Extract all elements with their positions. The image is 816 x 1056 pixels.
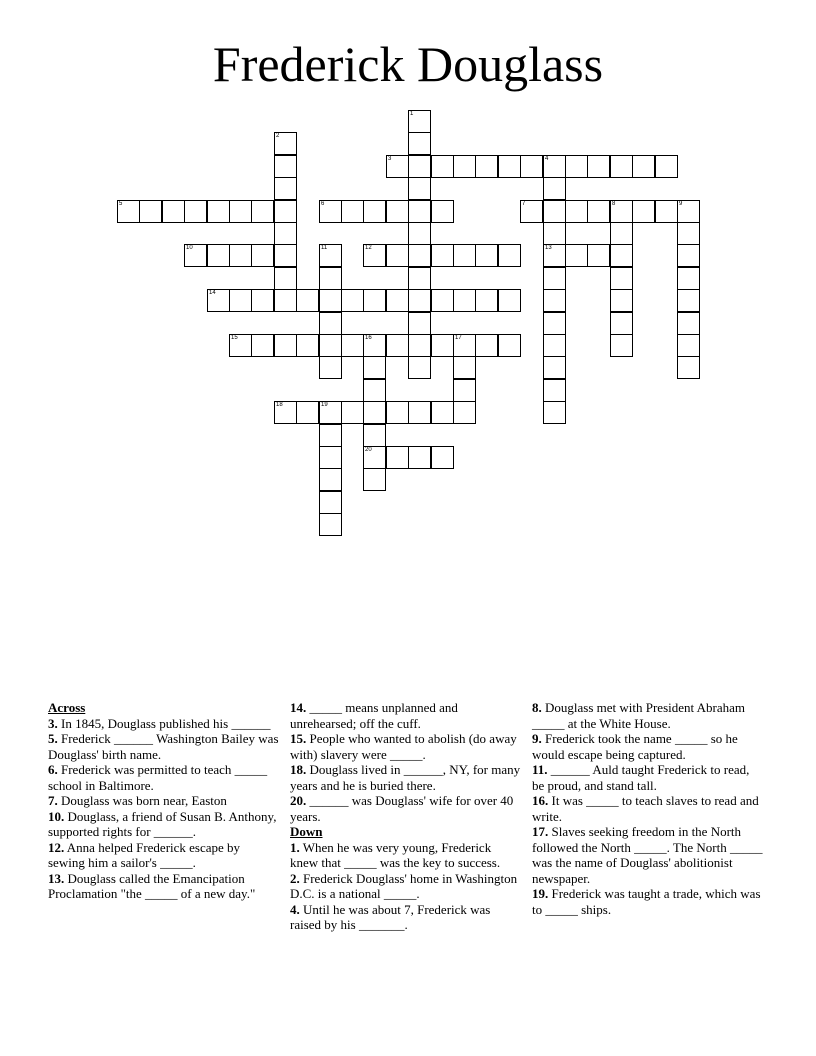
grid-cell[interactable]: [117, 200, 140, 223]
grid-cell[interactable]: [319, 446, 342, 469]
grid-cell[interactable]: [543, 155, 566, 178]
grid-cell[interactable]: [139, 200, 162, 223]
grid-cell[interactable]: [431, 289, 454, 312]
across-heading: Across: [48, 700, 86, 715]
clue-text: In 1845, Douglass published his ______: [57, 715, 271, 731]
clue-text: Frederick Douglass' home in Washington D.C. is a national _____.: [290, 870, 518, 901]
clue-number-label: 6: [321, 201, 325, 207]
grid-cell[interactable]: [565, 200, 588, 223]
grid-cell[interactable]: [274, 132, 297, 155]
clue-number-label: 16: [365, 335, 372, 341]
grid-cell[interactable]: [677, 200, 700, 223]
clue-number-label: 11: [321, 245, 328, 251]
grid-cell[interactable]: [251, 200, 274, 223]
grid-cell[interactable]: [498, 155, 521, 178]
down-clue: [532, 731, 764, 762]
grid-cell[interactable]: [363, 334, 386, 357]
grid-cell[interactable]: [184, 200, 207, 223]
grid-cell[interactable]: [274, 289, 297, 312]
grid-cell[interactable]: [408, 200, 431, 223]
grid-cell[interactable]: [677, 289, 700, 312]
clue-number-label: 13: [545, 245, 552, 251]
grid-cell[interactable]: [453, 379, 476, 402]
clue-number-label: 8: [612, 201, 616, 207]
clue-number-label: 2: [276, 133, 280, 139]
grid-cell[interactable]: [543, 267, 566, 290]
grid-cell[interactable]: [587, 200, 610, 223]
clue-number-label: 12: [365, 245, 372, 251]
grid-cell[interactable]: [632, 155, 655, 178]
across-clue-list-continued: [290, 700, 522, 824]
clue-number: 2.: [290, 870, 300, 886]
grid-cell[interactable]: [408, 244, 431, 267]
grid-cell[interactable]: [319, 334, 342, 357]
clue-text: People who wanted to abolish (do away with) slavery were _____.: [290, 731, 517, 762]
clue-text: Douglass, a friend of Susan B. Anthony, supported rights for ______.: [48, 808, 277, 839]
grid-cell[interactable]: [543, 222, 566, 245]
clue-number-label: 4: [545, 156, 549, 162]
grid-cell[interactable]: [610, 267, 633, 290]
clue-number: 12.: [48, 839, 65, 855]
down-clue: [290, 871, 522, 902]
grid-cell[interactable]: [610, 155, 633, 178]
grid-cell[interactable]: [408, 222, 431, 245]
grid-cell[interactable]: [319, 200, 342, 223]
grid-cell[interactable]: [408, 267, 431, 290]
grid-cell[interactable]: [229, 244, 252, 267]
grid-cell[interactable]: [386, 446, 409, 469]
grid-cell[interactable]: [274, 155, 297, 178]
grid-cell[interactable]: [319, 513, 342, 536]
grid-cell[interactable]: [543, 177, 566, 200]
clue-number: 7.: [48, 793, 58, 808]
down-clue-list: [290, 840, 522, 933]
clue-number: 11.: [532, 762, 548, 777]
clue-text: Frederick took the name _____ so he would escape being captured.: [532, 731, 738, 762]
across-clue: [290, 731, 522, 762]
grid-cell[interactable]: [498, 244, 521, 267]
grid-cell[interactable]: [543, 401, 566, 424]
grid-cell[interactable]: [453, 401, 476, 424]
clue-number: 8.: [532, 700, 542, 715]
grid-cell[interactable]: [363, 401, 386, 424]
grid-cell[interactable]: [229, 289, 252, 312]
grid-cell[interactable]: [677, 267, 700, 290]
grid-cell[interactable]: [431, 334, 454, 357]
grid-cell[interactable]: [408, 356, 431, 379]
grid-cell[interactable]: [229, 200, 252, 223]
clue-number: 4.: [290, 901, 300, 917]
grid-cell[interactable]: [341, 200, 364, 223]
clues-column-2: [290, 700, 522, 933]
grid-cell[interactable]: [431, 200, 454, 223]
grid-cell[interactable]: [408, 155, 431, 178]
grid-cell[interactable]: [296, 401, 319, 424]
grid-cell[interactable]: [341, 289, 364, 312]
grid-cell[interactable]: [408, 289, 431, 312]
grid-cell[interactable]: [319, 401, 342, 424]
grid-cell[interactable]: [543, 356, 566, 379]
grid-cell[interactable]: [363, 289, 386, 312]
grid-cell[interactable]: [475, 289, 498, 312]
grid-cell[interactable]: [475, 334, 498, 357]
grid-cell[interactable]: [453, 356, 476, 379]
grid-cell[interactable]: [408, 334, 431, 357]
grid-cell[interactable]: [251, 334, 274, 357]
clue-text: _____ means unplanned and unrehearsed; off the cuff.: [290, 700, 458, 731]
grid-cell[interactable]: [319, 491, 342, 514]
grid-cell[interactable]: [319, 289, 342, 312]
across-clue: [290, 793, 522, 824]
grid-cell[interactable]: [475, 155, 498, 178]
clue-number: 10.: [48, 808, 65, 824]
clue-number-label: 7: [522, 201, 526, 207]
grid-cell[interactable]: [677, 334, 700, 357]
clue-text: Douglass lived in ______, NY, for many years and he is buried there.: [290, 762, 521, 793]
clue-number-label: 10: [186, 245, 193, 251]
grid-cell[interactable]: [498, 289, 521, 312]
grid-cell[interactable]: [543, 289, 566, 312]
clue-number: 17.: [532, 824, 549, 839]
clue-number-label: 5: [119, 201, 123, 207]
grid-cell[interactable]: [408, 401, 431, 424]
grid-cell[interactable]: [677, 312, 700, 335]
grid-cell[interactable]: [453, 334, 476, 357]
grid-cell[interactable]: [543, 312, 566, 335]
across-clue: [290, 700, 522, 731]
clue-text: It was _____ to teach slaves to read and write.: [532, 793, 759, 824]
clue-text: Slaves seeking freedom in the North followed the North _____. The North _____ was the name of Douglass' abolitionist newspaper.: [532, 824, 763, 886]
grid-cell[interactable]: [363, 244, 386, 267]
grid-cell[interactable]: [520, 200, 543, 223]
grid-cell[interactable]: [363, 446, 386, 469]
clue-number: 19.: [532, 886, 549, 901]
grid-cell[interactable]: [319, 356, 342, 379]
clue-number-label: 19: [321, 402, 328, 408]
grid-cell[interactable]: [677, 222, 700, 245]
grid-cell[interactable]: [475, 244, 498, 267]
grid-cell[interactable]: [386, 334, 409, 357]
grid-cell[interactable]: [453, 289, 476, 312]
clue-number: 16.: [532, 793, 549, 808]
down-clue: [290, 840, 522, 871]
clue-number: 1.: [290, 839, 300, 855]
grid-cell[interactable]: [319, 312, 342, 335]
down-clue-list-continued: [532, 700, 764, 917]
grid-cell[interactable]: [610, 289, 633, 312]
grid-cell[interactable]: [565, 244, 588, 267]
clue-number-label: 18: [276, 402, 283, 408]
down-clue: [532, 700, 764, 731]
down-heading: Down: [290, 824, 323, 839]
page-title: Frederick Douglass: [212, 36, 604, 92]
grid-cell[interactable]: [565, 155, 588, 178]
grid-cell[interactable]: [655, 200, 678, 223]
grid-cell[interactable]: [274, 200, 297, 223]
grid-cell[interactable]: [207, 200, 230, 223]
clue-number: 15.: [290, 731, 307, 746]
grid-cell[interactable]: [408, 132, 431, 155]
clue-text: ______ was Douglass' wife for over 40 years.: [290, 793, 514, 824]
grid-cell[interactable]: [632, 200, 655, 223]
grid-cell[interactable]: [408, 110, 431, 133]
grid-cell[interactable]: [610, 222, 633, 245]
across-clue: [48, 871, 280, 902]
grid-cell[interactable]: [251, 289, 274, 312]
across-clue: [48, 716, 280, 732]
grid-cell[interactable]: [251, 244, 274, 267]
grid-cell[interactable]: [453, 244, 476, 267]
across-clue: [48, 809, 280, 840]
grid-cell[interactable]: [319, 468, 342, 491]
clue-number: 18.: [290, 762, 307, 777]
clue-text: Frederick ______ Washington Bailey was Douglass' birth name.: [48, 731, 279, 762]
clue-number: 9.: [532, 731, 542, 746]
grid-cell[interactable]: [274, 401, 297, 424]
grid-cell[interactable]: [207, 289, 230, 312]
clue-text: Douglass was born near, Easton: [57, 793, 227, 808]
clue-number-label: 17: [455, 335, 462, 341]
down-clue: [290, 902, 522, 933]
grid-cell[interactable]: [274, 334, 297, 357]
clue-number-label: 14: [209, 290, 216, 296]
clue-number: 5.: [48, 731, 58, 746]
grid-cell[interactable]: [498, 334, 521, 357]
grid-cell[interactable]: [543, 334, 566, 357]
grid-cell[interactable]: [408, 312, 431, 335]
grid-cell[interactable]: [610, 200, 633, 223]
clues-column-1: [48, 700, 280, 902]
grid-cell[interactable]: [655, 155, 678, 178]
grid-cell[interactable]: [610, 334, 633, 357]
grid-cell[interactable]: [296, 289, 319, 312]
grid-cell[interactable]: [363, 424, 386, 447]
across-clue: [48, 731, 280, 762]
grid-cell[interactable]: [363, 356, 386, 379]
grid-cell[interactable]: [587, 155, 610, 178]
down-clue: [532, 886, 764, 917]
grid-cell[interactable]: [319, 424, 342, 447]
across-clue-list: [48, 716, 280, 902]
grid-cell[interactable]: [274, 244, 297, 267]
clue-text: Anna helped Frederick escape by sewing him a sailor's _____.: [48, 839, 241, 870]
grid-cell[interactable]: [386, 200, 409, 223]
grid-cell[interactable]: [431, 244, 454, 267]
grid-cell[interactable]: [543, 200, 566, 223]
grid-cell[interactable]: [341, 401, 364, 424]
down-clue: [532, 793, 764, 824]
across-clue: [48, 840, 280, 871]
clue-number-label: 1: [410, 111, 414, 117]
clue-text: Douglass met with President Abraham _____ at the White House.: [532, 700, 746, 731]
clue-text: Until he was about 7, Frederick was raised by his _______.: [290, 901, 491, 932]
across-clue: [290, 762, 522, 793]
grid-cell[interactable]: [229, 334, 252, 357]
grid-cell[interactable]: [207, 244, 230, 267]
clue-number-label: 9: [679, 201, 683, 207]
clue-number: 3.: [48, 715, 58, 731]
grid-cell[interactable]: [341, 334, 364, 357]
grid-cell[interactable]: [184, 244, 207, 267]
clue-text: Frederick was permitted to teach _____ school in Baltimore.: [48, 762, 268, 793]
clue-number-label: 20: [365, 447, 372, 453]
grid-cell[interactable]: [610, 244, 633, 267]
clue-number-label: 15: [231, 335, 238, 341]
clue-number: 13.: [48, 870, 65, 886]
clue-text: Frederick was taught a trade, which was to _____ ships.: [532, 886, 761, 917]
clue-number: 14.: [290, 700, 307, 715]
across-clue: [48, 793, 280, 809]
grid-cell[interactable]: [319, 267, 342, 290]
grid-cell[interactable]: [587, 244, 610, 267]
clue-text: ______ Auld taught Frederick to read, be proud, and stand tall.: [532, 762, 750, 793]
grid-cell[interactable]: [677, 356, 700, 379]
grid-cell[interactable]: [274, 222, 297, 245]
clue-number: 6.: [48, 762, 58, 777]
grid-cell[interactable]: [363, 379, 386, 402]
grid-cell[interactable]: [386, 155, 409, 178]
grid-cell[interactable]: [431, 446, 454, 469]
clues-column-3: [532, 700, 764, 917]
down-clue: [532, 762, 764, 793]
grid-cell[interactable]: [296, 334, 319, 357]
grid-cell[interactable]: [408, 177, 431, 200]
grid-cell[interactable]: [386, 401, 409, 424]
grid-cell[interactable]: [274, 177, 297, 200]
grid-cell[interactable]: [543, 244, 566, 267]
grid-cell[interactable]: [386, 244, 409, 267]
grid-cell[interactable]: [363, 468, 386, 491]
clue-text: When he was very young, Frederick knew that _____ was the key to success.: [290, 839, 501, 870]
grid-cell[interactable]: [520, 155, 543, 178]
clue-number: 20.: [290, 793, 307, 808]
clue-number-label: 3: [388, 156, 392, 162]
grid-cell[interactable]: [386, 289, 409, 312]
grid-cell[interactable]: [677, 244, 700, 267]
grid-cell[interactable]: [543, 379, 566, 402]
grid-cell[interactable]: [610, 312, 633, 335]
grid-cell[interactable]: [431, 155, 454, 178]
clue-text: Douglass called the Emancipation Proclamation "the _____ of a new day.": [48, 870, 256, 901]
grid-cell[interactable]: [453, 155, 476, 178]
grid-cell[interactable]: [408, 446, 431, 469]
across-clue: [48, 762, 280, 793]
grid-cell[interactable]: [431, 401, 454, 424]
grid-cell[interactable]: [274, 267, 297, 290]
grid-cell[interactable]: [363, 200, 386, 223]
grid-cell[interactable]: [162, 200, 185, 223]
down-clue: [532, 824, 764, 886]
grid-cell[interactable]: [319, 244, 342, 267]
